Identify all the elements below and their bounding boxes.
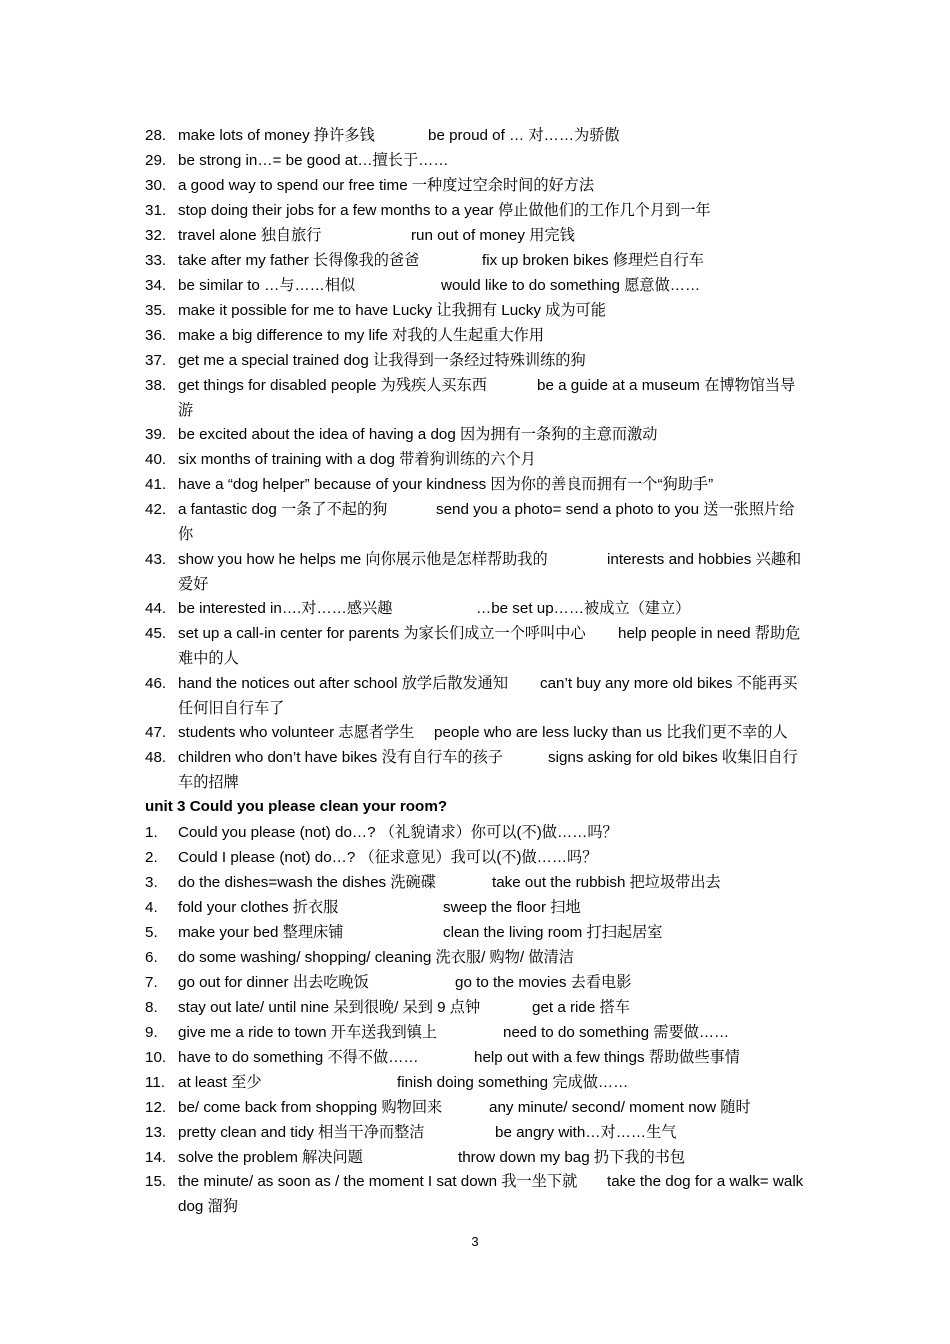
phrase: show you how he helps me 向你展示他是怎样帮助我的 bbox=[178, 551, 548, 568]
item-number: 32. bbox=[145, 227, 167, 244]
item-continuation: 任何旧自行车了 bbox=[178, 700, 285, 717]
item-number: 2. bbox=[145, 849, 158, 866]
phrase: be a guide at a museum 在博物馆当导 bbox=[537, 377, 796, 394]
phrase: solve the problem 解决问题 bbox=[178, 1149, 363, 1166]
item-number: 38. bbox=[145, 377, 167, 394]
item-number: 44. bbox=[145, 600, 167, 617]
item-number: 48. bbox=[145, 749, 167, 766]
phrase: take out the rubbish 把垃圾带出去 bbox=[492, 874, 721, 891]
phrase: take after my father 长得像我的爸爸 bbox=[178, 252, 420, 269]
phrase: be/ come back from shopping 购物回来 bbox=[178, 1099, 443, 1116]
item-number: 8. bbox=[145, 999, 158, 1016]
item-continuation: 车的招牌 bbox=[178, 774, 239, 791]
item-number: 5. bbox=[145, 924, 158, 941]
phrase: do some washing/ shopping/ cleaning 洗衣服/ 购物/ 做清洁 bbox=[178, 949, 574, 966]
item-number: 46. bbox=[145, 675, 167, 692]
item-number: 40. bbox=[145, 451, 167, 468]
item-number: 31. bbox=[145, 202, 167, 219]
phrase: any minute/ second/ moment now 随时 bbox=[489, 1099, 751, 1116]
phrase: the minute/ as soon as / the moment I sat down 我一坐下就 bbox=[178, 1173, 578, 1190]
phrase: need to do something 需要做…… bbox=[503, 1024, 730, 1041]
phrase: would like to do something 愿意做…… bbox=[441, 277, 701, 294]
phrase: help out with a few things 帮助做些事情 bbox=[474, 1049, 740, 1066]
phrase: at least 至少 bbox=[178, 1074, 262, 1091]
item-number: 34. bbox=[145, 277, 167, 294]
item-number: 36. bbox=[145, 327, 167, 344]
item-number: 9. bbox=[145, 1024, 158, 1041]
phrase: be strong in…= be good at…擅长于…… bbox=[178, 152, 449, 169]
phrase: a fantastic dog 一条了不起的狗 bbox=[178, 501, 388, 518]
phrase: have a “dog helper” because of your kindness 因为你的善良而拥有一个“狗助手” bbox=[178, 476, 714, 493]
phrase: throw down my bag 扔下我的书包 bbox=[458, 1149, 686, 1166]
phrase: hand the notices out after school 放学后散发通知 bbox=[178, 675, 509, 692]
item-number: 28. bbox=[145, 127, 167, 144]
item-number: 12. bbox=[145, 1099, 167, 1116]
phrase: a good way to spend our free time 一种度过空余时间的好方法 bbox=[178, 177, 595, 194]
phrase: can’t buy any more old bikes 不能再买 bbox=[540, 675, 798, 692]
item-continuation: dog 溜狗 bbox=[178, 1198, 238, 1215]
item-number: 30. bbox=[145, 177, 167, 194]
phrase: make it possible for me to have Lucky 让我拥有 Lucky 成为可能 bbox=[178, 302, 606, 319]
phrase: help people in need 帮助危 bbox=[618, 625, 801, 642]
item-continuation: 游 bbox=[178, 402, 194, 419]
phrase: be angry with…对……生气 bbox=[495, 1124, 677, 1141]
item-number: 39. bbox=[145, 426, 167, 443]
item-number: 41. bbox=[145, 476, 167, 493]
phrase: …be set up……被成立（建立） bbox=[476, 600, 691, 617]
unit-heading: unit 3 Could you please clean your room? bbox=[145, 798, 448, 815]
phrase: stop doing their jobs for a few months to a year 停止做他们的工作几个月到一年 bbox=[178, 202, 711, 219]
item-number: 14. bbox=[145, 1149, 167, 1166]
phrase: travel alone 独自旅行 bbox=[178, 227, 322, 244]
phrase: six months of training with a dog 带着狗训练的六个月 bbox=[178, 451, 536, 468]
phrase: go out for dinner 出去吃晚饭 bbox=[178, 974, 369, 991]
item-number: 13. bbox=[145, 1124, 167, 1141]
phrase: get things for disabled people 为残疾人买东西 bbox=[178, 377, 487, 394]
phrase: go to the movies 去看电影 bbox=[455, 974, 632, 991]
item-continuation: 爱好 bbox=[178, 576, 209, 593]
phrase: make your bed 整理床铺 bbox=[178, 924, 344, 941]
phrase: make lots of money 挣许多钱 bbox=[178, 127, 375, 144]
phrase: make a big difference to my life 对我的人生起重大作用 bbox=[178, 327, 545, 344]
phrase: fix up broken bikes 修理烂自行车 bbox=[482, 252, 704, 269]
phrase: signs asking for old bikes 收集旧自行 bbox=[548, 749, 798, 766]
phrase: be excited about the idea of having a dog 因为拥有一条狗的主意而激动 bbox=[178, 426, 658, 443]
page-number: 3 bbox=[471, 1234, 479, 1249]
item-continuation: 难中的人 bbox=[178, 650, 239, 667]
item-number: 4. bbox=[145, 899, 158, 916]
item-number: 42. bbox=[145, 501, 167, 518]
phrase: interests and hobbies 兴趣和 bbox=[607, 551, 802, 568]
phrase: send you a photo= send a photo to you 送一张照片给 bbox=[436, 501, 795, 518]
phrase: get a ride 搭车 bbox=[532, 999, 630, 1016]
item-number: 15. bbox=[145, 1173, 167, 1190]
phrase: Could you please (not) do…? （礼貌请求）你可以(不)做……吗？ bbox=[178, 824, 618, 841]
phrase: have to do something 不得不做…… bbox=[178, 1049, 419, 1066]
item-number: 7. bbox=[145, 974, 158, 991]
item-number: 3. bbox=[145, 874, 158, 891]
item-number: 10. bbox=[145, 1049, 167, 1066]
phrase: sweep the floor 扫地 bbox=[443, 899, 581, 916]
phrase: be proud of … 对……为骄傲 bbox=[428, 127, 620, 144]
item-number: 43. bbox=[145, 551, 167, 568]
item-number: 6. bbox=[145, 949, 158, 966]
item-number: 1. bbox=[145, 824, 158, 841]
phrase: give me a ride to town 开车送我到镇上 bbox=[178, 1024, 438, 1041]
phrase: fold your clothes 折衣服 bbox=[178, 899, 339, 916]
phrase: finish doing something 完成做…… bbox=[397, 1074, 629, 1091]
phrase: be interested in….对……感兴趣 bbox=[178, 600, 393, 617]
item-number: 45. bbox=[145, 625, 167, 642]
phrase: children who don’t have bikes 没有自行车的孩子 bbox=[178, 749, 503, 766]
phrase: pretty clean and tidy 相当干净而整洁 bbox=[178, 1124, 425, 1141]
phrase: students who volunteer 志愿者学生 bbox=[178, 724, 415, 741]
phrase: people who are less lucky than us 比我们更不幸的人 bbox=[434, 724, 788, 741]
item-number: 47. bbox=[145, 724, 167, 741]
phrase: Could I please (not) do…? （征求意见）我可以(不)做……吗？ bbox=[178, 849, 598, 866]
item-number: 11. bbox=[145, 1074, 165, 1091]
phrase: get me a special trained dog 让我得到一条经过特殊训练的狗 bbox=[178, 352, 586, 369]
phrase: stay out late/ until nine 呆到很晚/ 呆到 9 点钟 bbox=[178, 999, 481, 1016]
phrase: set up a call-in center for parents 为家长们成立一个呼叫中心 bbox=[178, 625, 586, 642]
item-continuation: 你 bbox=[178, 526, 194, 543]
phrase: clean the living room 打扫起居室 bbox=[443, 924, 663, 941]
phrase: run out of money 用完钱 bbox=[411, 227, 575, 244]
phrase: be similar to …与……相似 bbox=[178, 277, 356, 294]
item-number: 35. bbox=[145, 302, 167, 319]
item-number: 29. bbox=[145, 152, 167, 169]
item-number: 37. bbox=[145, 352, 167, 369]
item-number: 33. bbox=[145, 252, 167, 269]
phrase: take the dog for a walk= walk bbox=[607, 1173, 804, 1190]
phrase: do the dishes=wash the dishes 洗碗碟 bbox=[178, 874, 436, 891]
